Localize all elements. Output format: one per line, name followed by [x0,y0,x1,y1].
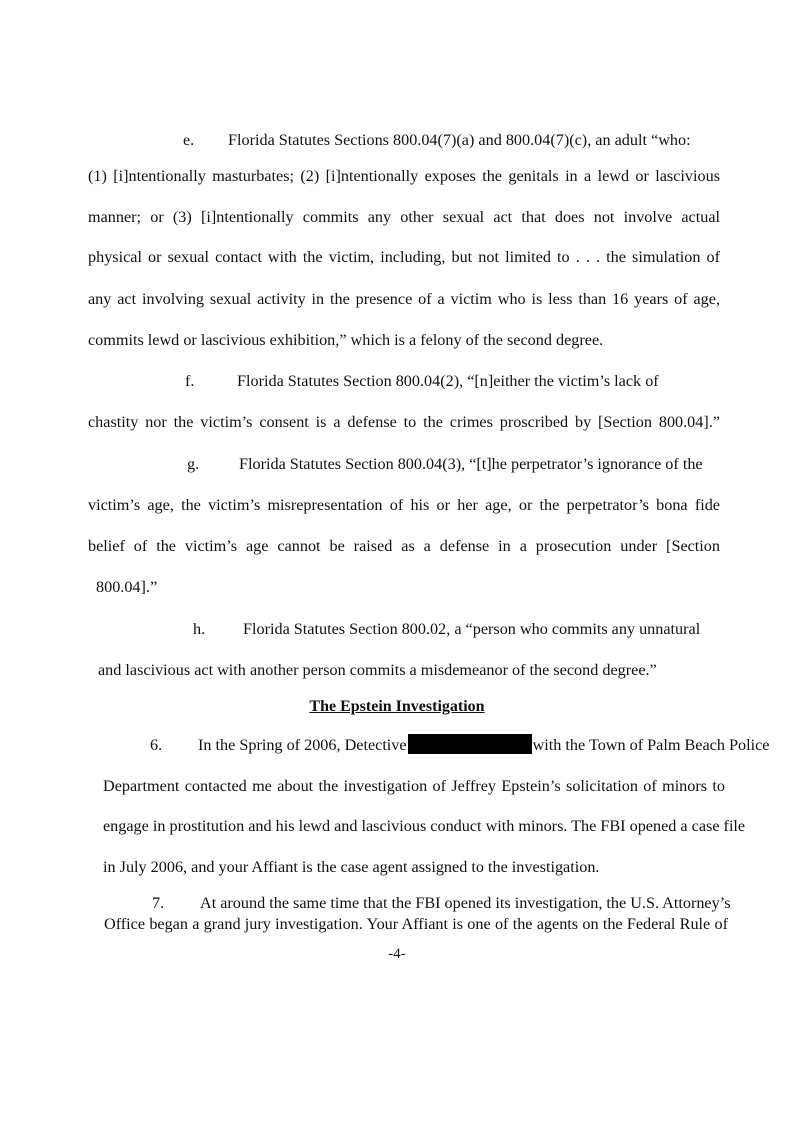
section-heading: The Epstein Investigation [309,698,485,715]
item-e-line-1 [88,130,712,150]
item-f-marker: f. [185,372,195,390]
page-number: -4- [388,946,406,962]
paragraph-6-line-4: in July 2006, and your Affiant is the case agent assigned to the investigation. [103,858,600,876]
item-e-text-1: Florida Statutes Sections 800.04(7)(a) and 800.04(7)(c), an adult “who: [228,131,691,149]
item-h-text-1: Florida Statutes Section 800.02, a “person who commits any unnatural [243,620,701,638]
item-e-line-6: commits lewd or lascivious exhibition,” which is a felony of the second degree. [88,331,604,349]
redaction-box [408,734,532,754]
item-g-line-2: victim’s age, the victim’s misrepresentation of his or her age, or the perpetrator’s bona fide [88,496,720,514]
paragraph-7-line-1 [152,893,731,913]
paragraph-7-line-2: Office began a grand jury investigation. Your Affiant is one of the agents on the Federal Rule of [104,915,728,933]
item-e-line-5: any act involving sexual activity in the presence of a victim who is less than 16 years of age, [88,290,720,308]
item-e-line-2: (1) [i]ntentionally masturbates; (2) [i]ntentionally exposes the genitals in a lewd or lascivious [88,167,720,185]
item-h-line-1 [193,619,722,639]
paragraph-7-text-1: At around the same time that the FBI opened its investigation, the U.S. Attorney’s [200,894,731,912]
item-g-text-1: Florida Statutes Section 800.04(3), “[t]he perpetrator’s ignorance of the [239,455,703,473]
paragraph-7-number: 7. [152,894,165,912]
item-h-line-2: and lascivious act with another person commits a misdemeanor of the second degree.” [98,661,657,679]
item-e-line-3: manner; or (3) [i]ntentionally commits any other sexual act that does not involve actual [88,208,720,226]
item-e-marker: e. [183,131,195,149]
paragraph-6-text-after-redaction: with the Town of Palm Beach Police [532,736,770,754]
paragraph-6-number: 6. [150,736,163,754]
item-e-line-4: physical or sexual contact with the victim, including, but not limited to . . . the simulation of [88,248,720,266]
paragraph-6-line-1 [150,734,770,755]
item-h-marker: h. [193,620,206,638]
paragraph-6-line-3: engage in prostitution and his lewd and lascivious conduct with minors. The FBI opened a case file [103,817,746,835]
item-g-line-3: belief of the victim’s age cannot be raised as a defense in a prosecution under [Section [88,537,720,555]
item-g-marker: g. [187,455,200,473]
paragraph-6-text-before-redaction: In the Spring of 2006, Detective [198,736,407,754]
item-g-line-4: 800.04].” [96,578,158,596]
item-f-line-1 [185,371,720,391]
item-g-line-1 [187,454,720,474]
paragraph-6-line-2: Department contacted me about the investigation of Jeffrey Epstein’s solicitation of minors to [103,777,725,795]
item-f-text-1: Florida Statutes Section 800.04(2), “[n]either the victim’s lack of [237,372,659,390]
item-f-line-2: chastity nor the victim’s consent is a defense to the crimes proscribed by [Section 800.04].” [88,413,720,431]
